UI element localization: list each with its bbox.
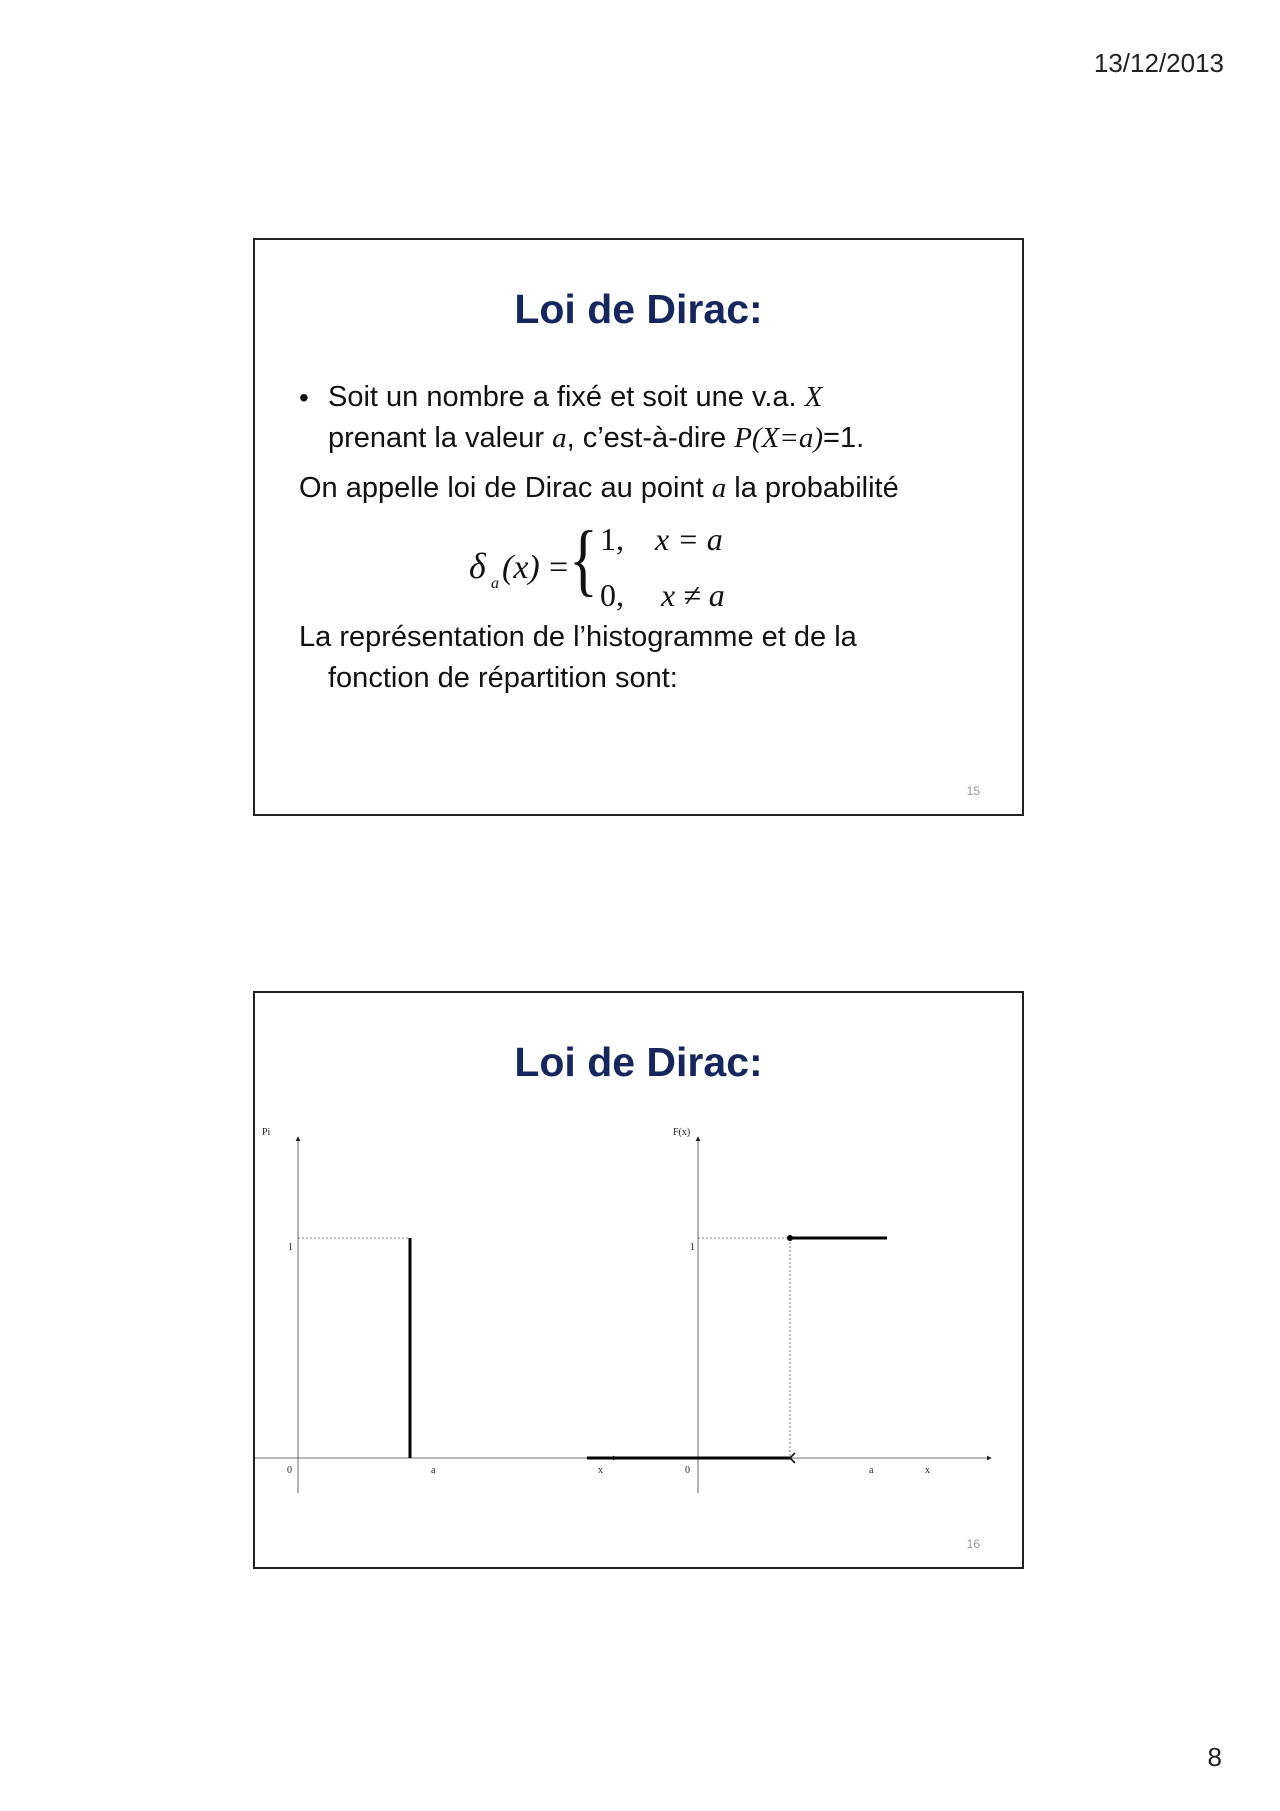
cdf-x-tick: a bbox=[869, 1465, 874, 1476]
dirac-charts bbox=[255, 993, 1022, 1567]
slide-number: 15 bbox=[966, 784, 980, 798]
histogram-x-tick: a bbox=[431, 1465, 436, 1476]
histogram-y-label: Pi bbox=[262, 1127, 271, 1138]
formula-case1-value: 1, bbox=[600, 521, 624, 557]
slide-15 bbox=[253, 238, 1024, 816]
variable-a: a bbox=[552, 422, 567, 454]
formula-subscript: a bbox=[491, 575, 499, 592]
bullet-line-1-text: Soit un nombre a fixé et soit une v.a. bbox=[328, 381, 805, 413]
page-number: 8 bbox=[1207, 1742, 1222, 1772]
bullet-line-2-suffix: =1. bbox=[823, 422, 865, 454]
slide-title: Loi de Dirac: bbox=[514, 1039, 763, 1085]
cdf-closed-point bbox=[787, 1235, 793, 1241]
variable-x: X bbox=[804, 381, 823, 413]
bullet-icon: • bbox=[299, 382, 309, 413]
variable-a-2: a bbox=[711, 472, 727, 504]
slide-number: 16 bbox=[966, 1537, 980, 1551]
cdf-y-label: F(x) bbox=[673, 1127, 691, 1138]
formula-delta: δ bbox=[469, 546, 486, 586]
dirac-formula bbox=[255, 512, 1026, 612]
slide-title: Loi de Dirac: bbox=[514, 286, 763, 332]
formula-case1-condition: x = a bbox=[655, 521, 723, 557]
probability-expression: P(X=a) bbox=[734, 422, 824, 454]
bullet-line-2-mid: , c’est-à-dire bbox=[566, 422, 735, 454]
slide-16 bbox=[253, 991, 1024, 1569]
formula-equals: = bbox=[549, 549, 569, 586]
para1-prefix: On appelle loi de Dirac au point bbox=[299, 472, 712, 504]
paragraph-dirac-definition bbox=[299, 471, 899, 506]
cdf-chart bbox=[587, 1127, 991, 1493]
para1-suffix: la probabilité bbox=[726, 472, 899, 504]
header-date: 13/12/2013 bbox=[1093, 48, 1224, 78]
cdf-origin-label: 0 bbox=[685, 1465, 690, 1476]
formula-brace: { bbox=[569, 515, 598, 605]
paragraph-representation-line-2: fonction de répartition sont: bbox=[328, 662, 678, 694]
histogram-x-label: x bbox=[598, 1465, 603, 1476]
formula-case2-value: 0, bbox=[600, 577, 624, 612]
formula-case2-condition: x ≠ a bbox=[661, 577, 725, 612]
formula-argument: (x) bbox=[502, 549, 540, 586]
bullet-line-2 bbox=[328, 421, 864, 456]
histogram-y-tick: 1 bbox=[288, 1242, 293, 1253]
bullet-line-2-prefix: prenant la valeur bbox=[328, 422, 553, 454]
bullet-line-1 bbox=[328, 380, 822, 415]
cdf-x-label: x bbox=[925, 1465, 930, 1476]
paragraph-representation-line-1: La représentation de l’histogramme et de la bbox=[299, 621, 857, 653]
histogram-chart bbox=[255, 1127, 617, 1493]
histogram-origin-label: 0 bbox=[287, 1465, 292, 1476]
cdf-y-tick: 1 bbox=[690, 1242, 695, 1253]
